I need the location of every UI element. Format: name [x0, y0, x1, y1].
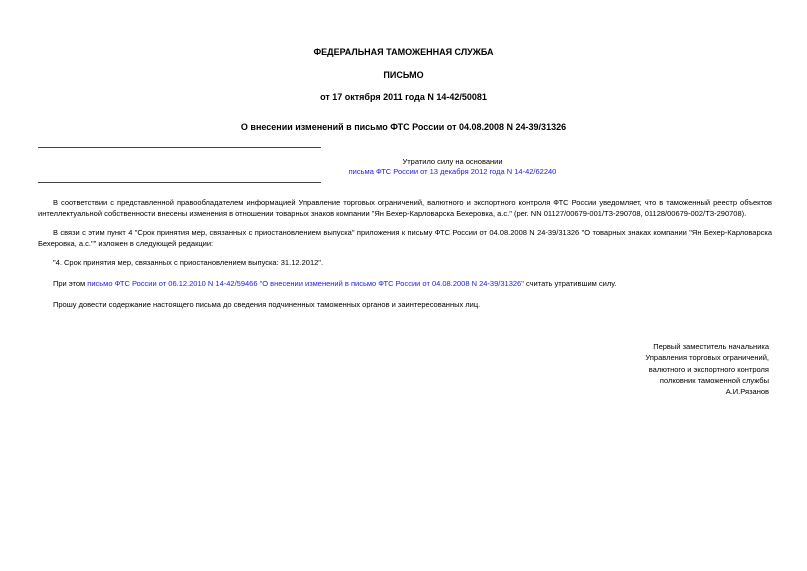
top-divider: [38, 147, 321, 148]
paragraph-4: [38, 278, 772, 289]
paragraph-4-after: считать утратившим силу.: [523, 279, 617, 288]
invalidated-letter-link[interactable]: письмо ФТС России от 06.12.2010 N 14-42/59466 "О внесении изменений в письмо ФТС России от 04.08.2008 N 24-39/31326": [87, 279, 524, 288]
signature-name: А.И.Рязанов: [725, 387, 769, 397]
document-date-number: от 17 октября 2011 года N 14-42/50081: [320, 92, 487, 102]
paragraph-4-before: При этом: [53, 279, 88, 288]
status-note-text: Утратило силу на основании: [402, 157, 503, 166]
status-note: [300, 157, 605, 177]
paragraph-5: Прошу довести содержание настоящего письма до сведения подчиненных таможенных органов и заинтересованных лиц.: [53, 300, 481, 309]
paragraph-1: В соответствии с представленной правообладателем информацией Управление торговых ограничений, валютного и экспортного контроля ФТС России уведомляет, что в таможенный реестр объектов интеллектуальной собственности внесены изменения в отношении товарных знаков компании "Ян Бехер-Карловарска Бехеровка, а.с." (рег. NN 01127/00679-001/ТЗ-290708, 01128/00679-002/ТЗ-290708).: [38, 198, 772, 218]
signature-block: [645, 341, 769, 397]
paragraph-3: "4. Срок принятия мер, связанных с приостановлением выпуска: 31.12.2012".: [53, 258, 324, 267]
bottom-divider: [38, 182, 321, 183]
signature-line-3: валютного и экспортного контроля: [648, 364, 769, 374]
signature-line-1: Первый заместитель начальника: [653, 342, 769, 351]
agency-title: ФЕДЕРАЛЬНАЯ ТАМОЖЕННАЯ СЛУЖБА: [313, 47, 494, 57]
signature-line-2: Управления торговых ограничений,: [645, 353, 769, 363]
repeal-letter-link[interactable]: письма ФТС России от 13 декабря 2012 года N 14-42/62240: [348, 167, 557, 176]
document-subject: О внесении изменений в письмо ФТС России от 04.08.2008 N 24-39/31326: [240, 122, 567, 132]
document-type: ПИСЬМО: [383, 70, 424, 80]
paragraph-2: В связи с этим пункт 4 "Срок принятия мер, связанных с приостановлением выпуска" приложения к письму ФТС России от 04.08.2008 N 24-39/31326 "О товарных знаках компании "Ян Бехер-Карловарска Бехеровка, а.с."" изложен в следующей редакции:: [38, 228, 772, 248]
signature-line-4: полковник таможенной службы: [659, 375, 769, 385]
